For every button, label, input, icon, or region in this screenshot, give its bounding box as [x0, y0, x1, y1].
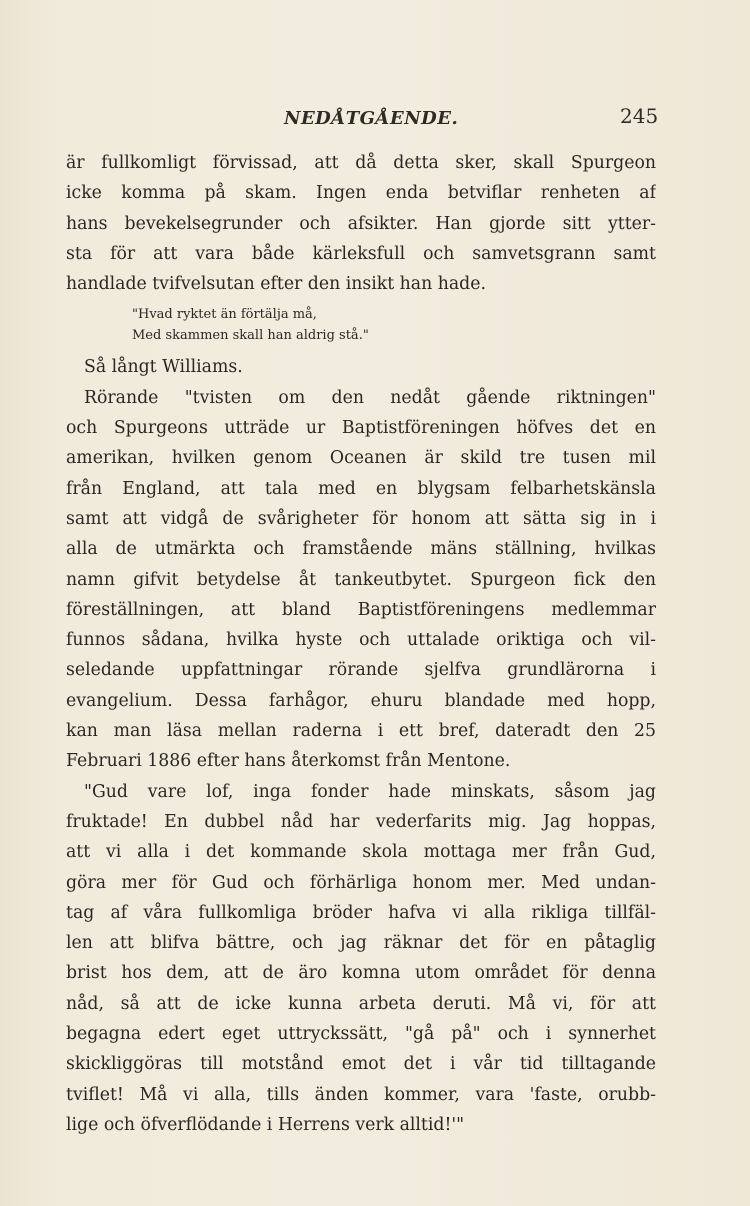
paragraph-1 [66, 148, 656, 299]
text-line: Rörande "tvisten om den nedåt gående riktningen" [84, 387, 656, 408]
paragraph-3 [66, 383, 656, 777]
text-line: från England, att tala med en blygsam felbarhetskänsla [66, 478, 656, 499]
text-line: kan man läsa mellan raderna i ett bref, dateradt den 25 [66, 721, 656, 742]
text-line: evangelium. Dessa farhågor, ehuru blandade med hopp, [66, 690, 656, 711]
paragraph-4 [66, 777, 656, 1141]
text-line: amerikan, hvilken genom Oceanen är skild tre tusen mil [66, 448, 656, 469]
verse-line: Med skammen skall han aldrig stå." [132, 328, 369, 344]
text-line: nåd, så att de icke kunna arbeta deruti. Må vi, för att [66, 993, 656, 1014]
text-line: att vi alla i det kommande skola mottaga mer från Gud, [66, 842, 656, 863]
text-line: begagna edert eget uttryckssätt, "gå på" och i synnerhet [66, 1024, 656, 1045]
paragraph-2 [66, 352, 656, 382]
text-line: namn gifvit betydelse åt tankeutbytet. Spurgeon fick den [66, 569, 656, 590]
text-line: brist hos dem, att de äro komna utom området för denna [66, 963, 656, 984]
text-line: Februari 1886 efter hans återkomst från Mentone. [66, 751, 511, 772]
text-line: göra mer för Gud och förhärliga honom mer. Med undan- [66, 872, 656, 893]
text-line: alla de utmärkta och framstående mäns ställning, hvilkas [66, 539, 656, 560]
text-line: samt att vidgå de svårigheter för honom att sätta sig in i [66, 508, 656, 529]
verse-line: "Hvad ryktet än förtälja må, [132, 307, 317, 323]
text-line: sta för att vara både kärleksfull och samvetsgrann samt [66, 243, 656, 264]
text-line: funnos sådana, hvilka hyste och uttalade oriktiga och vil- [66, 630, 656, 651]
text-line: tviflet! Må vi alla, tills änden kommer, vara 'faste, orubb- [66, 1084, 656, 1105]
text-line: lige och öfverflödande i Herrens verk alltid!'" [66, 1114, 465, 1135]
running-head [0, 104, 750, 134]
text-line: len att blifva bättre, och jag räknar det för en påtaglig [66, 933, 656, 954]
text-line: skickliggöras till motstånd emot det i vår tid tilltagande [66, 1054, 656, 1075]
text-line: tag af våra fullkomliga bröder hafva vi alla rikliga tillfäl- [66, 902, 656, 923]
text-line: icke komma på skam. Ingen enda betviflar renheten af [66, 183, 656, 204]
verse-quote [66, 304, 656, 346]
text-line: Så långt Williams. [84, 357, 243, 378]
text-line: fruktade! En dubbel nåd har vederfarits mig. Jag hoppas, [66, 811, 656, 832]
text-line: föreställningen, att bland Baptistföreningens medlemmar [66, 599, 656, 620]
text-line: är fullkomligt förvissad, att då detta sker, skall Spurgeon [66, 153, 656, 173]
text-line: "Gud vare lof, inga fonder hade minskats, såsom jag [84, 781, 656, 802]
text-line: handlade tvifvelsutan efter den insikt han hade. [66, 274, 486, 295]
body-text [66, 148, 656, 1140]
text-line: hans bevekelsegrunder och afsikter. Han gjorde sitt ytter- [66, 213, 656, 234]
text-line: seledande uppfattningar rörande sjelfva grundlärorna i [66, 660, 656, 681]
text-line: och Spurgeons utträde ur Baptistföreningen höfves det en [66, 418, 656, 439]
running-title: NEDÅTGÅENDE. [284, 108, 459, 129]
page-number: 245 [620, 104, 659, 128]
